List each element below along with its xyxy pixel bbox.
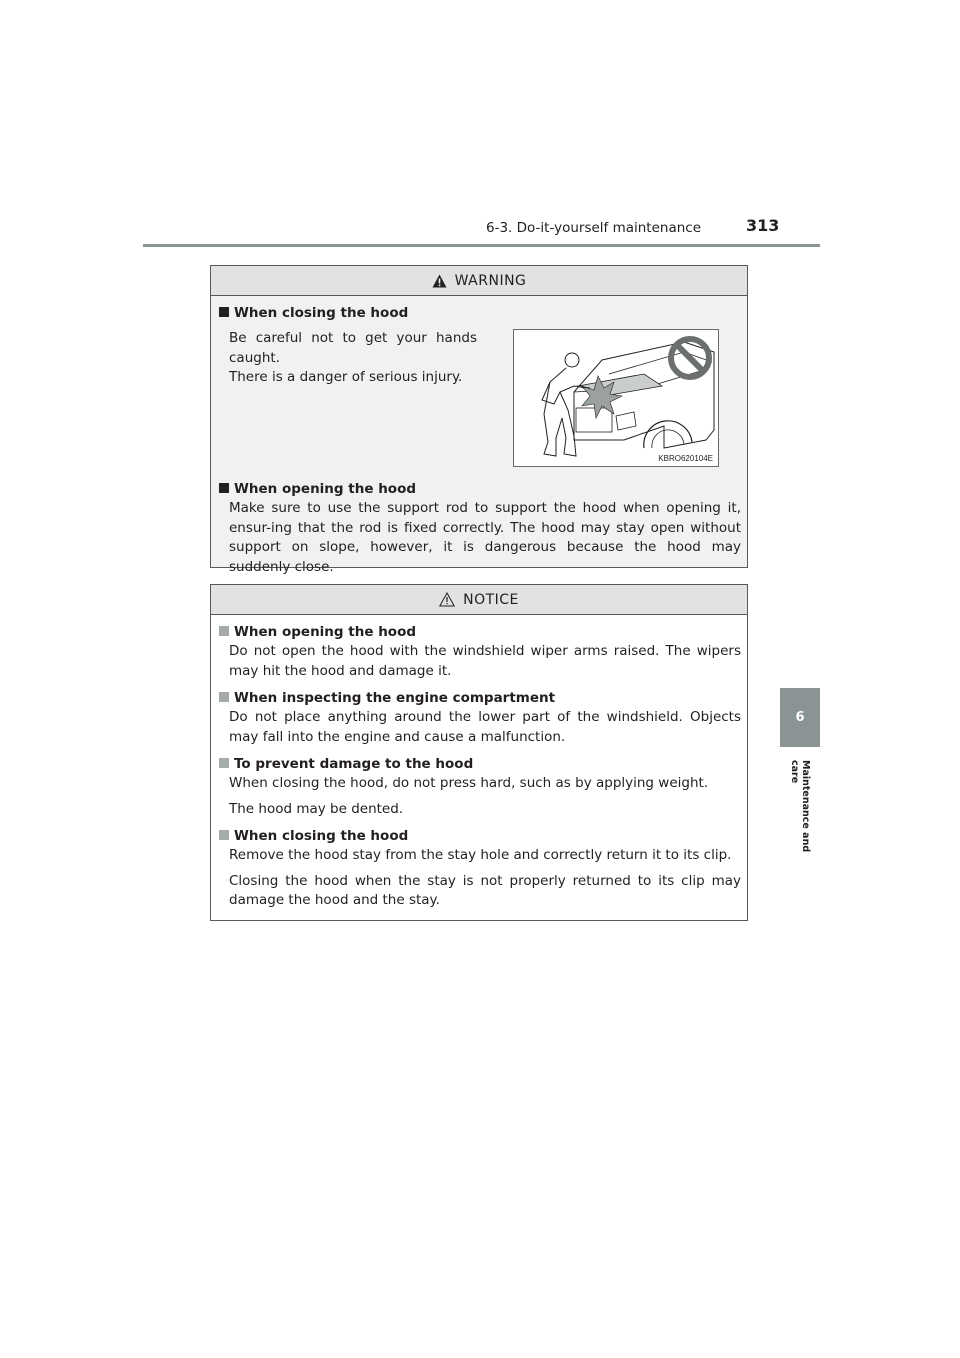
- bullet-square-icon: [219, 830, 229, 840]
- bullet-square-icon: [219, 626, 229, 636]
- hood-illustration-graphic: [514, 330, 718, 466]
- chapter-number: 6: [795, 710, 805, 725]
- warning-item-heading: When opening the hood: [219, 480, 741, 499]
- warning-box: [210, 265, 748, 575]
- notice-item-text: When closing the hood, do not press hard, such as by applying weight.: [229, 775, 709, 791]
- notice-item-heading: When opening the hood: [219, 623, 741, 642]
- warning-item-text: Make sure to use the support rod to support the hood when opening it, ensur-ing that the rod is fixed correctly. The hood may stay open without support on slope, however, it is dangerous because the hood may suddenly close.: [229, 500, 741, 575]
- notice-header: [211, 585, 747, 615]
- bullet-square-icon: [219, 692, 229, 702]
- hood-closing-illustration: [513, 329, 719, 467]
- warning-item-text: Be careful not to get your hands caught. There is a danger of serious injury.: [229, 330, 477, 385]
- notice-item-heading: To prevent damage to the hood: [219, 755, 741, 774]
- notice-item-text: Do not open the hood with the windshield wiper arms raised. The wipers may hit the hood and damage it.: [229, 643, 741, 679]
- notice-item-heading: When closing the hood: [219, 827, 741, 846]
- notice-item-text: The hood may be dented.: [229, 800, 404, 817]
- warning-triangle-icon: [432, 274, 447, 288]
- page-number: 313: [746, 216, 780, 235]
- figure-code: KBRO620104E: [658, 454, 713, 463]
- chapter-title: Maintenance and care: [789, 760, 811, 853]
- notice-item-heading: When inspecting the engine compartment: [219, 689, 741, 708]
- warning-title: WARNING: [454, 272, 527, 289]
- notice-box: [210, 584, 748, 921]
- warning-header: [211, 266, 747, 296]
- notice-title: NOTICE: [463, 591, 519, 608]
- header-rule: [143, 244, 820, 247]
- bullet-square-icon: [219, 307, 229, 317]
- section-header: 6-3. Do-it-yourself maintenance: [486, 220, 702, 236]
- bullet-square-icon: [219, 758, 229, 768]
- notice-item-text: Do not place anything around the lower part of the windshield. Objects may fall into the engine and cause a malfunction.: [229, 709, 741, 745]
- chapter-tab: [780, 688, 820, 747]
- caution-triangle-icon: [439, 592, 455, 607]
- notice-item-text: Remove the hood stay from the stay hole and correctly return it to its clip.: [229, 847, 732, 863]
- notice-item-text: Closing the hood when the stay is not properly returned to its clip may damage the hood and the stay.: [229, 872, 741, 908]
- bullet-square-icon: [219, 483, 229, 493]
- warning-item-heading: When closing the hood: [219, 304, 741, 323]
